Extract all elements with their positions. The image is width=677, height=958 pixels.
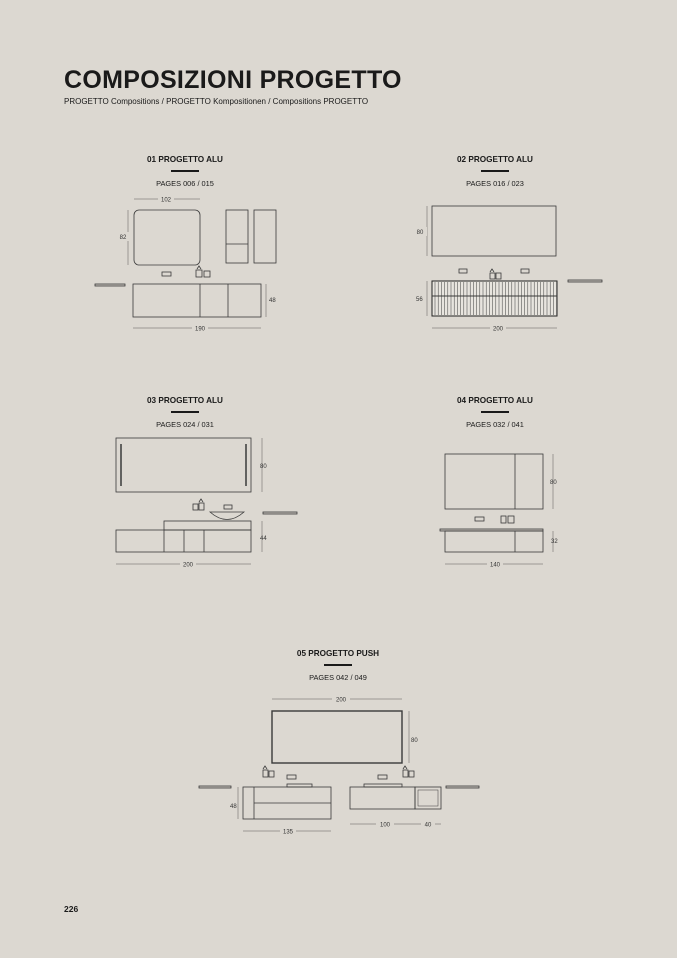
page-number: 226	[64, 904, 79, 914]
left-width-label: 135	[282, 829, 294, 836]
composition-name: 01 PROGETTO ALU	[147, 155, 223, 164]
unit-height-label: 44	[260, 536, 267, 542]
unit-height-label: 32	[551, 539, 558, 545]
composition-pages: PAGES 006 / 015	[156, 179, 214, 188]
total-width-label: 200	[492, 326, 504, 333]
side-width-label: 40	[424, 822, 432, 829]
composition-name: 04 PROGETTO ALU	[457, 396, 533, 405]
composition-name: 03 PROGETTO ALU	[147, 396, 223, 405]
total-width-label: 140	[489, 562, 501, 569]
mirror-width-label: 102	[160, 197, 172, 204]
mirror-height-label: 80	[260, 464, 267, 470]
unit-height-label: 48	[230, 804, 237, 810]
page-subtitle: PROGETTO Compositions / PROGETTO Kompositionen / Compositions PROGETTO	[64, 97, 369, 106]
total-width-label: 200	[182, 562, 194, 569]
composition-pages: PAGES 024 / 031	[156, 420, 214, 429]
mirror-height-label: 82	[119, 235, 127, 241]
unit-height-label: 56	[416, 297, 423, 303]
mirror-height-label: 80	[550, 480, 557, 486]
composition-name: 05 PROGETTO PUSH	[296, 649, 380, 658]
composition-name: 02 PROGETTO ALU	[457, 155, 533, 164]
right-width-label: 100	[379, 822, 391, 829]
total-width-label: 190	[194, 326, 206, 333]
mirror-height-label: 80	[411, 738, 418, 744]
page-title: COMPOSIZIONI PROGETTO	[64, 66, 402, 94]
composition-pages: PAGES 032 / 041	[466, 420, 524, 429]
mirror-width-label: 200	[335, 697, 347, 704]
composition-pages: PAGES 016 / 023	[466, 179, 524, 188]
mirror-height-label: 80	[416, 230, 424, 236]
composition-pages: PAGES 042 / 049	[309, 673, 367, 682]
unit-height-label: 48	[269, 298, 276, 304]
